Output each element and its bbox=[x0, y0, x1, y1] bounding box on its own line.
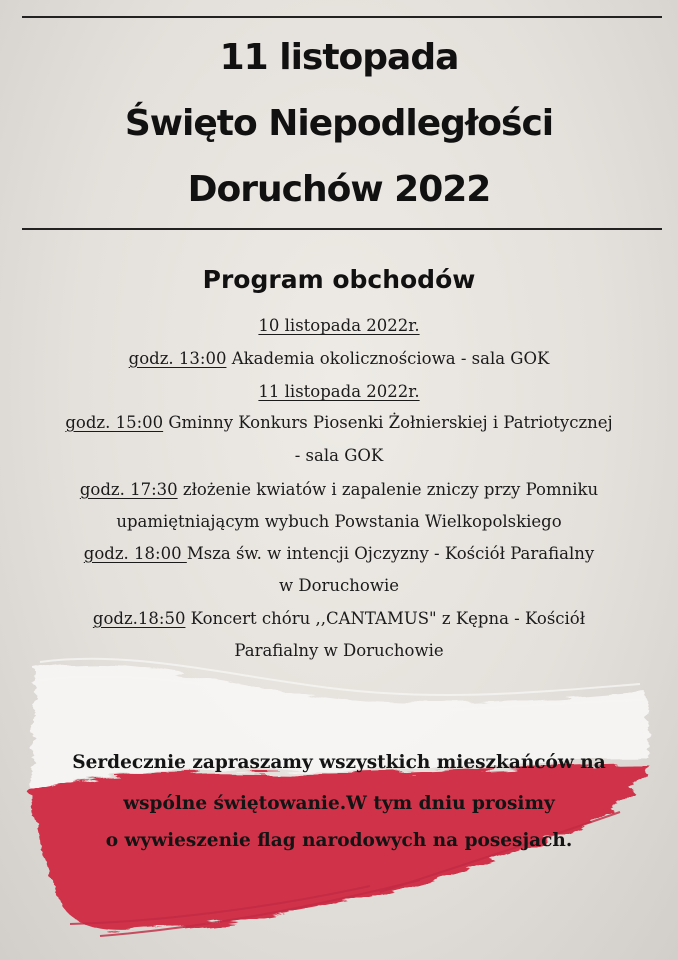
title-place-year: Doruchów 2022 bbox=[187, 169, 491, 210]
closing-line-2: wspólne świętowanie.W tym dniu prosimy bbox=[123, 793, 555, 814]
event-1 bbox=[0, 342, 678, 376]
event-2-time: godz. 15:00 bbox=[65, 413, 164, 432]
event-3-continued: upamiętniającym wybuch Powstania Wielkopolskiego bbox=[116, 512, 562, 531]
event-2-text: Gminny Konkurs Piosenki Żołnierskiej i Patriotycznej bbox=[163, 413, 613, 432]
event-1-text: Akademia okolicznościowa - sala GOK bbox=[226, 349, 550, 368]
closing-line-1: Serdecznie zapraszamy wszystkich mieszkańców na bbox=[72, 752, 606, 773]
event-4 bbox=[0, 537, 678, 571]
event-4-time: godz. 18:00 bbox=[83, 544, 187, 563]
top-divider bbox=[22, 16, 662, 18]
event-4-text: Msza św. w intencji Ojczyzny - Kościół Parafialny bbox=[186, 544, 595, 563]
event-3-text: złożenie kwiatów i zapalenie zniczy przy Pomniku bbox=[177, 480, 599, 499]
event-5-text: Koncert chóru ,,CANTAMUS" z Kępna - Kościół bbox=[185, 609, 586, 628]
title-date: 11 listopada bbox=[219, 37, 459, 78]
event-2 bbox=[0, 406, 678, 440]
closing-line-3: o wywieszenie flag narodowych na posesjach. bbox=[105, 830, 573, 851]
event-2-continued: - sala GOK bbox=[294, 446, 384, 465]
program-day-1: 10 listopada 2022r. bbox=[258, 316, 420, 335]
event-3 bbox=[0, 473, 678, 507]
middle-divider bbox=[22, 228, 662, 230]
event-5 bbox=[0, 602, 678, 636]
title-holiday: Święto Niepodległości bbox=[124, 103, 554, 144]
event-4-continued: w Doruchowie bbox=[278, 576, 399, 595]
program-heading: Program obchodów bbox=[202, 265, 476, 294]
event-3-time: godz. 17:30 bbox=[79, 480, 178, 499]
event-5-continued: Parafialny w Doruchowie bbox=[234, 641, 444, 660]
program-day-2: 11 listopada 2022r. bbox=[258, 382, 420, 401]
event-5-time: godz.18:50 bbox=[92, 609, 186, 628]
event-1-time: godz. 13:00 bbox=[128, 349, 227, 368]
